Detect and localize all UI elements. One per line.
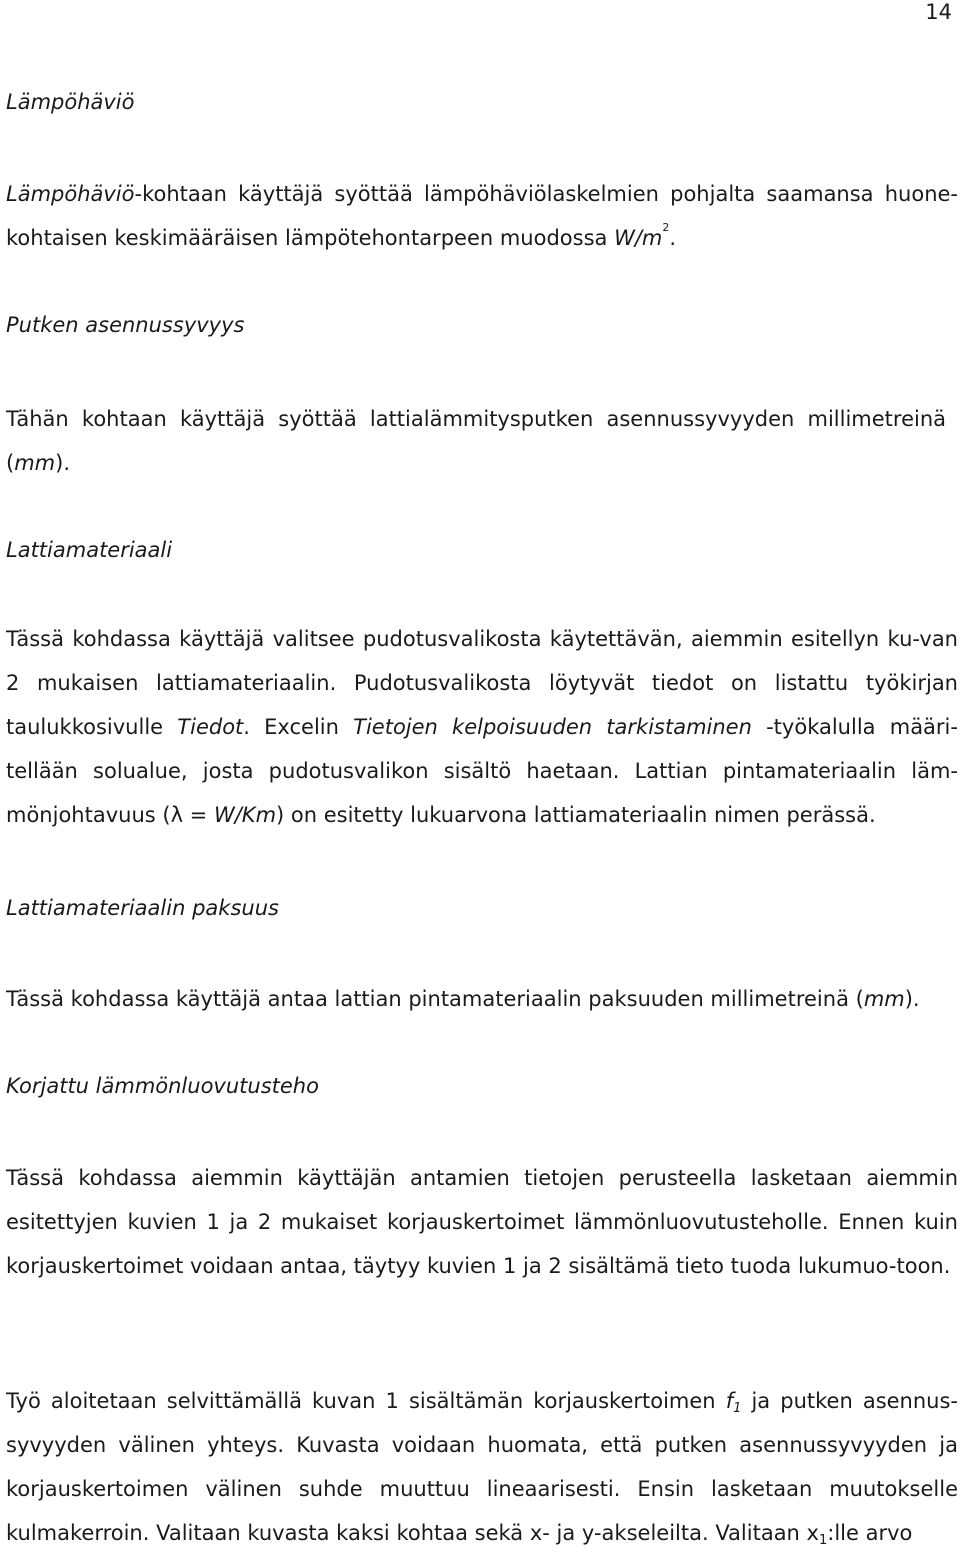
heading-putken-asennussyvyys: Putken asennussyvyys	[6, 313, 245, 337]
text-run: :lle arvo	[827, 1521, 913, 1545]
paragraph-lattiamateriaali	[6, 617, 958, 837]
text-run: . Excelin	[243, 715, 354, 739]
term-lampohavio: Lämpöhäviö	[6, 182, 135, 206]
text-run: ) on esitetty lukuarvona lattiamateriaalin nimen perässä.	[276, 803, 876, 827]
subscript: 1	[733, 1401, 742, 1416]
unit-w-per-km: W/Km	[213, 803, 277, 827]
text-run: Tähän kohtaan käyttäjä syöttää lattialämmitysputken asennussyvyyden millimetreinä (	[6, 407, 946, 475]
text-run: Työ aloitetaan selvittämällä kuvan 1 sisältämän korjauskertoimen	[6, 1389, 726, 1413]
term-tietojen-kelpoisuus: Tietojen kelpoisuuden tarkistaminen	[353, 715, 752, 739]
paragraph-tyo-aloitetaan	[6, 1379, 958, 1555]
superscript: 2	[662, 221, 670, 234]
subscript: 1	[818, 1533, 828, 1548]
text-run: -kohtaan käyttäjä syöttää lämpöhäviölaskelmien pohjalta saamansa huone-kohtaisen keskimääräisen lämpötehontarpeen muodossa	[6, 182, 958, 250]
symbol-f: f	[725, 1389, 734, 1413]
text-run: ).	[904, 987, 920, 1011]
unit-w-per-m: W/m	[614, 226, 663, 250]
heading-lampohavio: Lämpöhäviö	[6, 90, 135, 114]
term-tiedot: Tiedot	[177, 715, 244, 739]
paragraph-lattiamateriaalin-paksuus	[6, 977, 958, 1021]
text-run: Tässä kohdassa käyttäjä antaa lattian pintamateriaalin paksuuden millimetreinä (	[6, 987, 864, 1011]
page-number: 14	[925, 0, 952, 24]
unit-mm: mm	[863, 987, 905, 1011]
paragraph-lampohavio	[6, 172, 958, 260]
text-run: Tässä kohdassa aiemmin käyttäjän antamien tietojen perusteella lasketaan aiemmin esitettyjen kuvien 1 ja 2 mukaiset korjauskertoimet lämmönluovutusteholle. Ennen kuin korjauskertoimet voidaan antaa, täytyy kuvien 1 ja 2 sisältämä tieto tuoda lukumuo-toon.	[6, 1166, 958, 1278]
text-run: ).	[55, 451, 70, 475]
text-run: -työkalulla määri-tellään solualue, josta pudotusvalikon sisältö haetaan. Lattian pintamateriaalin läm-mönjohtavuus (λ =	[6, 715, 958, 827]
text-run: .	[669, 226, 677, 250]
heading-lattiamateriaali: Lattiamateriaali	[6, 538, 173, 562]
heading-korjattu-lammonluovutusteho: Korjattu lämmönluovutusteho	[6, 1074, 319, 1098]
text-run: ja putken asennus-syvyyden välinen yhteys. Kuvasta voidaan huomata, että putken asennussyvyyden ja korjauskertoimen välinen suhde muuttuu lineaarisesti. Ensin lasketaan muutokselle kulmakerroin. Valitaan kuvasta kaksi kohtaa sekä x- ja y-akseleilta. Valitaan x	[6, 1389, 959, 1545]
heading-lattiamateriaalin-paksuus: Lattiamateriaalin paksuus	[6, 896, 279, 920]
paragraph-korjattu-lammonluovutusteho	[6, 1156, 958, 1288]
paragraph-putken-asennussyvyys	[6, 397, 946, 485]
text-run: Tässä kohdassa käyttäjä valitsee pudotusvalikosta käytettävän, aiemmin esitellyn ku-van 2 mukaisen lattiamateriaalin. Pudotusvalikosta löytyvät tiedot on listattu työkirjan taulukkosivulle	[6, 627, 958, 739]
unit-mm: mm	[14, 451, 56, 475]
